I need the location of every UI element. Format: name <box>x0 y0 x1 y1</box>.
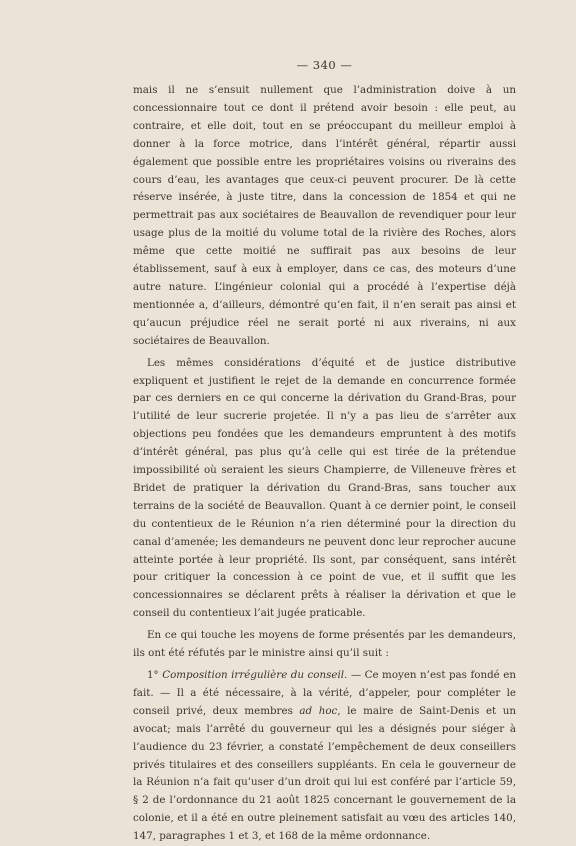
paragraph-text-part1: — Ce moyen n’est pas fondé en fait. — Il a été nécessaire, à la vérité, d’appeler, pour compléter le conseil privé, deux membres <box>133 669 516 717</box>
ad-hoc-italic: ad hoc <box>299 704 338 717</box>
paragraph-continuation: mais il ne s’ensuit nullement que l’administration doive à un concessionnaire tout ce dont il prétend avoir besoin : elle peut, au contraire, et elle doit, tout en se préoccupant du meilleur emploi à donner à la force motrice, dans l’intérêt général, répartir aussi également que possible entre les propriétaires voisins ou riverains des cours d’eau, les avantages que ceux-ci peuvent procurer. De là cette réserve insérée, à juste titre, dans la concession de 1854 et qui ne permettrait pas aux sociétaires de Beauvallon de revendiquer pour leur usage plus de la moitié du volume total de la rivière des Roches, alors même que cette moitié ne suffirait pas aux besoins de leur établissement, sauf à eux à employer, dans ce cas, des moteurs d’une autre nature. L’ingénieur colonial qui a procédé à l’expertise déjà mentionnée a, d’ailleurs, démontré qu’en fait, il n’en serait pas ainsi et qu’aucun préjudice réel ne serait porté ni aux riverains, ni aux sociétaires de Beauvallon. <box>133 84 516 347</box>
paragraph-lead: 1° <box>147 669 163 681</box>
section-heading-italic: Composition irrégulière du conseil. <box>162 669 348 681</box>
page-number: — 340 — <box>296 58 353 72</box>
paragraph-composition-conseil <box>133 667 516 846</box>
paragraph-text-part2: , le maire de Saint-Denis et un avocat; mais l’arrêté du gouverneur qui les a désignés pour siéger à l’audience du 23 février, a constaté l’empêchement de deux conseillers privés titulaires et des conseillers suppléants. En cela le gouverneur de la Réunion n’a fait qu’user d’un droit qui lui est conféré par l’article 59, § 2 de l’ordonnance du 21 août 1825 concernant le gouvernement de la colonie, et il a été en outre pleinement satisfait au vœu des articles 140, 147, paragraphes 1 et 3, et 168 de la même ordonnance. <box>133 704 516 843</box>
paragraph-equite: Les mêmes considérations d’équité et de justice distributive expliquent et justifient le rejet de la demande en concurrence formée par ces derniers en ce qui concerne la dérivation du Grand-Bras, pour l’utilité de leur sucrerie projetée. Il n’y a pas lieu de s’arrêter aux objections peu fondées que les demandeurs empruntent à des motifs d’intérêt général, pas plus qu’à celle qui est tirée de la prétendue impossibilité où seraient les sieurs Champierre, de Villeneuve frères et Bridet de pratiquer la dérivation du Grand-Bras, sans toucher aux terrains de la société de Beauvallon. Quant à ce dernier point, le conseil du contentieux de le Réunion n’a rien déterminé pour la direction du canal d’amenée; les demandeurs ne peuvent donc leur reprocher aucune atteinte portée à leur propriété. Ils sont, par conséquent, sans intérêt pour critiquer la concession à ce point de vue, et il suffit que les concessionnaires se déclarent prêts à réaliser la dérivation et que le conseil du contentieux l’ait jugée praticable. <box>133 356 516 620</box>
paragraph-moyens-de-forme: En ce qui touche les moyens de forme présentés par les demandeurs, ils ont été réfutés par le ministre ainsi qu’il suit : <box>133 629 516 660</box>
